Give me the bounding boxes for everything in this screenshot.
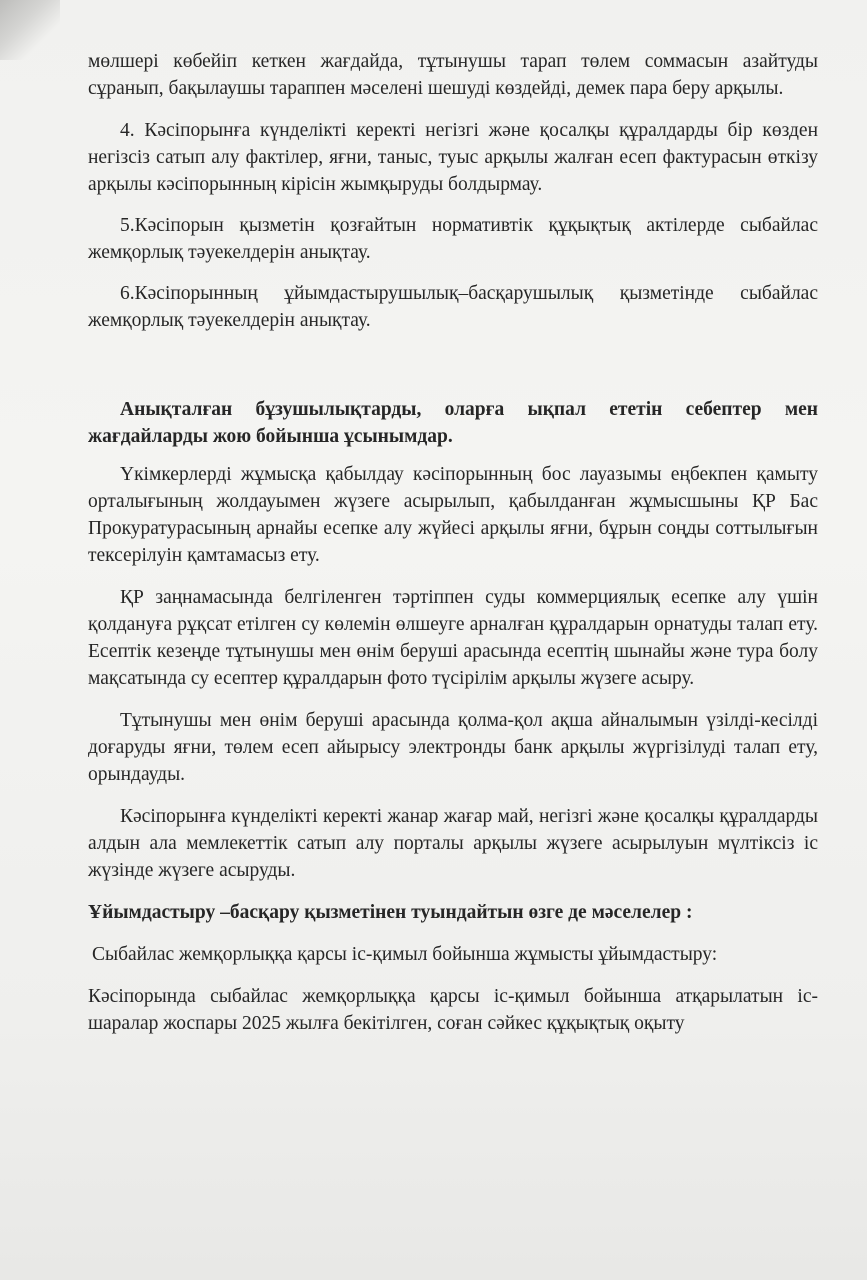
paragraph-intro: мөлшері көбейіп кеткен жағдайда, тұтынушы тарап төлем соммасын азайтуды сұранып, бақылаушы тараппен мәселені шешуді көздейді, демек пара беру арқылы. [88,51,818,99]
subheading-anticorruption: Сыбайлас жемқорлыққа қарсы іс-қимыл бойынша жұмысты ұйымдастыру: [92,944,718,965]
recommendation-4: Кәсіпорынға күнделікті керекті жанар жағар май, негізгі және қосалқы құралдарды алдын ала мемлекеттік сатып алу порталы арқылы жүзеге асырылуын мүлтіксіз іс жүзінде жүзеге асыруды. [88,806,818,881]
heading-recommendations: Анықталған бұзушылықтарды, оларға ықпал ететін себептер мен жағдайларды жою бойынша ұсынымдар. [88,399,818,447]
heading-other-issues: Ұйымдастыру –басқару қызметінен туындайтын өзге де мәселелер : [88,902,693,923]
list-item-5: 5.Кәсіпорын қызметін қозғайтын нормативтік құқықтық актілерде сыбайлас жемқорлық тәуекелдерін анықтау. [88,215,818,263]
page-corner-shadow [0,0,60,60]
recommendation-2: ҚР заңнамасында белгіленген тәртіппен суды коммерциялық есепке алу үшін қолдануға рұқсат етілген су көлемін өлшеуге арналған құралдарын орнатуды талап ету. Есептік кезеңде тұтынушы мен өнім беруші арасында есептің шынайы және тура болу мақсатында су есептер құралдарын фото түсірілім арқылы жүзеге асыру. [88,587,818,689]
list-item-6: 6.Кәсіпорынның ұйымдастырушылық–басқарушылық қызметінде сыбайлас жемқорлық тәуекелдерін анықтау. [88,283,818,331]
list-item-4: 4. Кәсіпорынға күнделікті керекті негізгі және қосалқы құралдарды бір көзден негізсіз сатып алу фактілер, яғни, таныс, туыс арқылы жалған есеп фактурасын өткізу арқылы кәсіпорынның кірісін жымқыруды болдырмау. [88,120,818,195]
recommendation-3: Тұтынушы мен өнім беруші арасында қолма-қол ақша айналымын үзілді-кесілді доғаруды яғни, төлем есеп айырысу электронды банк арқылы жүргізілуді талап ету, орындауды. [88,710,818,785]
document-body [88,48,818,1037]
paragraph-final: Кәсіпорында сыбайлас жемқорлыққа қарсы іс-қимыл бойынша атқарылатын іс-шаралар жоспары 2025 жылға бекітілген, соған сәйкес құқықтық оқыту [88,986,818,1034]
recommendation-1: Үкімкерлерді жұмысқа қабылдау кәсіпорынның бос лауазымы еңбекпен қамыту орталығының жолдауымен жүзеге асырылып, қабылданған жұмысшыны ҚР Бас Прокуратурасының арнайы есепке алу жүйесі арқылы яғни, бұрын соңды соттылығын тексерілуін қамтамасыз ету. [88,464,818,566]
